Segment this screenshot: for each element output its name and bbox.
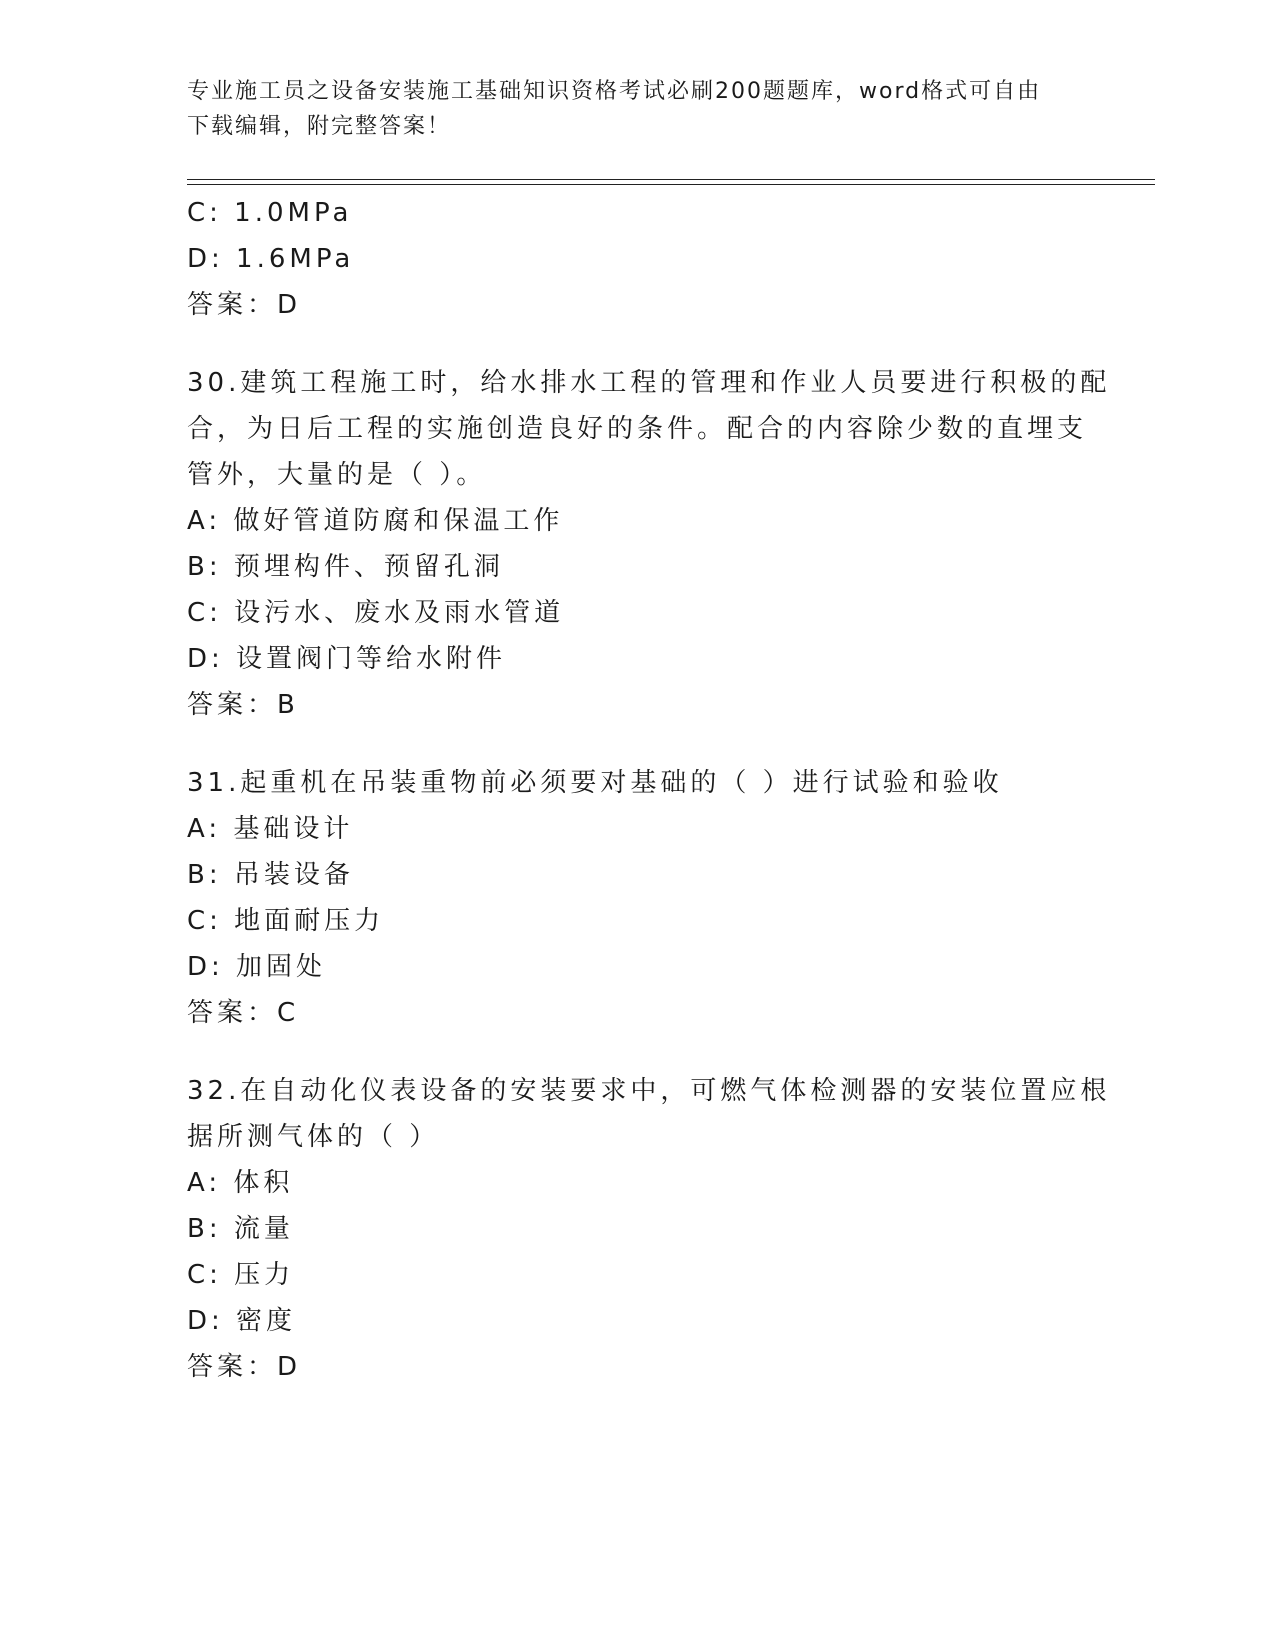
question-stem-line: 30.建筑工程施工时，给水排水工程的管理和作业人员要进行积极的配 xyxy=(187,368,1111,398)
answer-line: 答案：B xyxy=(187,690,299,720)
option-d: D: 密度 xyxy=(187,1306,297,1336)
option-a: A: 体积 xyxy=(187,1168,294,1198)
document-header xyxy=(187,74,1087,144)
option-b: B: 预埋构件、预留孔洞 xyxy=(187,552,504,582)
option-c: C: 压力 xyxy=(187,1260,295,1290)
question-stem-line: 管外，大量的是（ ）。 xyxy=(187,460,487,490)
option-a: A: 做好管道防腐和保温工作 xyxy=(187,506,564,536)
header-divider-top xyxy=(187,179,1155,180)
answer-line: 答案：C xyxy=(187,998,300,1028)
header-line-2: 下载编辑，附完整答案！ xyxy=(187,114,452,139)
option-b: B: 吊装设备 xyxy=(187,860,354,890)
option-c: C: 1.0MPa xyxy=(187,198,353,228)
header-line-1: 专业施工员之设备安装施工基础知识资格考试必刷200题题库，word格式可自由 xyxy=(187,79,1042,104)
question-stem-line: 31.起重机在吊装重物前必须要对基础的（ ）进行试验和验收 xyxy=(187,768,1003,798)
option-d: D: 加固处 xyxy=(187,952,327,982)
option-a: A: 基础设计 xyxy=(187,814,354,844)
question-stem-line: 据所测气体的（ ） xyxy=(187,1122,440,1152)
question-30 xyxy=(187,360,1111,728)
answer-line: 答案：D xyxy=(187,290,302,320)
option-c: C: 设污水、废水及雨水管道 xyxy=(187,598,565,628)
question-32 xyxy=(187,1068,1111,1390)
option-b: B: 流量 xyxy=(187,1214,294,1244)
question-31 xyxy=(187,760,1087,1036)
option-c: C: 地面耐压力 xyxy=(187,906,385,936)
header-divider-bottom xyxy=(187,184,1155,185)
question-stem-line: 合，为日后工程的实施创造良好的条件。配合的内容除少数的直埋支 xyxy=(187,414,1088,444)
question-stem-line: 32.在自动化仪表设备的安装要求中，可燃气体检测器的安装位置应根 xyxy=(187,1076,1111,1106)
option-d: D: 1.6MPa xyxy=(187,244,355,274)
question-list xyxy=(187,190,1111,1390)
option-d: D: 设置阀门等给水附件 xyxy=(187,644,507,674)
question-29-continued xyxy=(187,190,1087,328)
answer-line: 答案：D xyxy=(187,1352,302,1382)
